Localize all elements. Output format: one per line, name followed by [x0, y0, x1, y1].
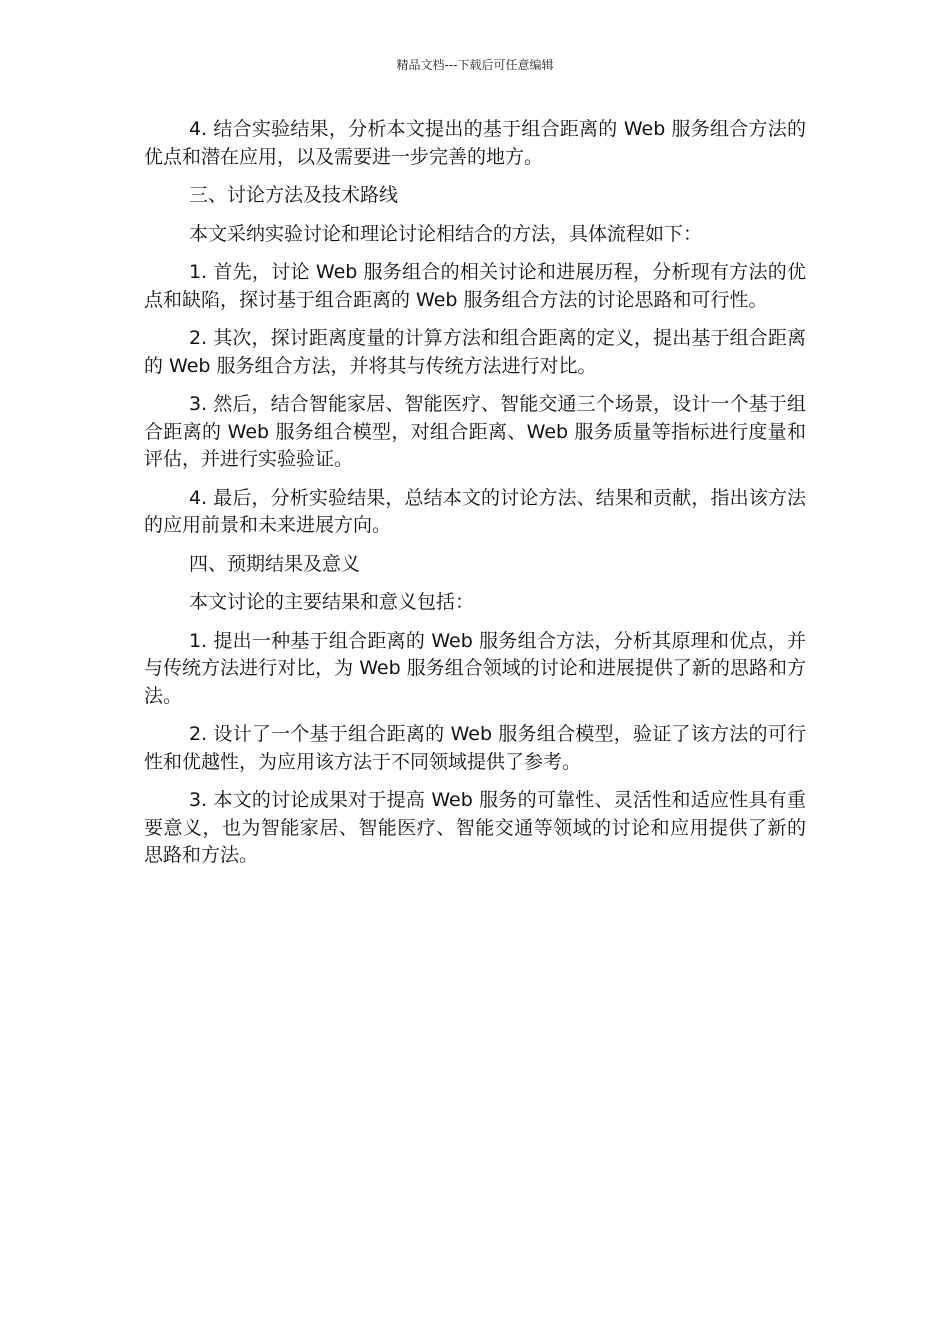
- paragraph-results-intro: 本文讨论的主要结果和意义包括：: [189, 591, 475, 613]
- document-body: [144, 116, 806, 881]
- paragraph-step-4-analysis: 4. 结合实验结果，分析本文提出的基于组合距离的 Web 服务组合方法的优点和潜在应用，以及需要进一步完善的地方。: [144, 118, 806, 168]
- section-heading-expected-results: 四、预期结果及意义: [189, 552, 361, 575]
- paragraph-method-step-1: 1. 首先，讨论 Web 服务组合的相关讨论和进展历程，分析现有方法的优点和缺陷，探讨基于组合距离的 Web 服务组合方法的讨论思路和可行性。: [144, 261, 806, 311]
- paragraph-result-1: 1. 提出一种基于组合距离的 Web 服务组合方法，分析其原理和优点，并与传统方法进行对比，为 Web 服务组合领域的讨论和进展提供了新的思路和方法。: [144, 629, 806, 707]
- section-heading-methods: 三、讨论方法及技术路线: [189, 184, 399, 206]
- paragraph-method-step-3: 3. 然后，结合智能家居、智能医疗、智能交通三个场景，设计一个基于组合距离的 Web 服务组合模型，对组合距离、Web 服务质量等指标进行度量和评估，并进行实验验证。: [144, 393, 806, 470]
- paragraph-method-step-4: 4. 最后，分析实验结果，总结本文的讨论方法、结果和贡献，指出该方法的应用前景和未来进展方向。: [144, 486, 806, 536]
- paragraph-result-2: 2. 设计了一个基于组合距离的 Web 服务组合模型，验证了该方法的可行性和优越性，为应用该方法于不同领域提供了参考。: [144, 723, 806, 773]
- paragraph-method-step-2: 2. 其次，探讨距离度量的计算方法和组合距离的定义，提出基于组合距离的 Web 服务组合方法，并将其与传统方法进行对比。: [144, 327, 806, 377]
- paragraph-result-3: 3. 本文的讨论成果对于提高 Web 服务的可靠性、灵活性和适应性具有重要意义，也为智能家居、智能医疗、智能交通等领域的讨论和应用提供了新的思路和方法。: [144, 789, 806, 866]
- page-header: 精品文档---下载后可任意编辑: [396, 58, 554, 72]
- paragraph-methods-intro: 本文采纳实验讨论和理论讨论相结合的方法，具体流程如下：: [189, 222, 703, 245]
